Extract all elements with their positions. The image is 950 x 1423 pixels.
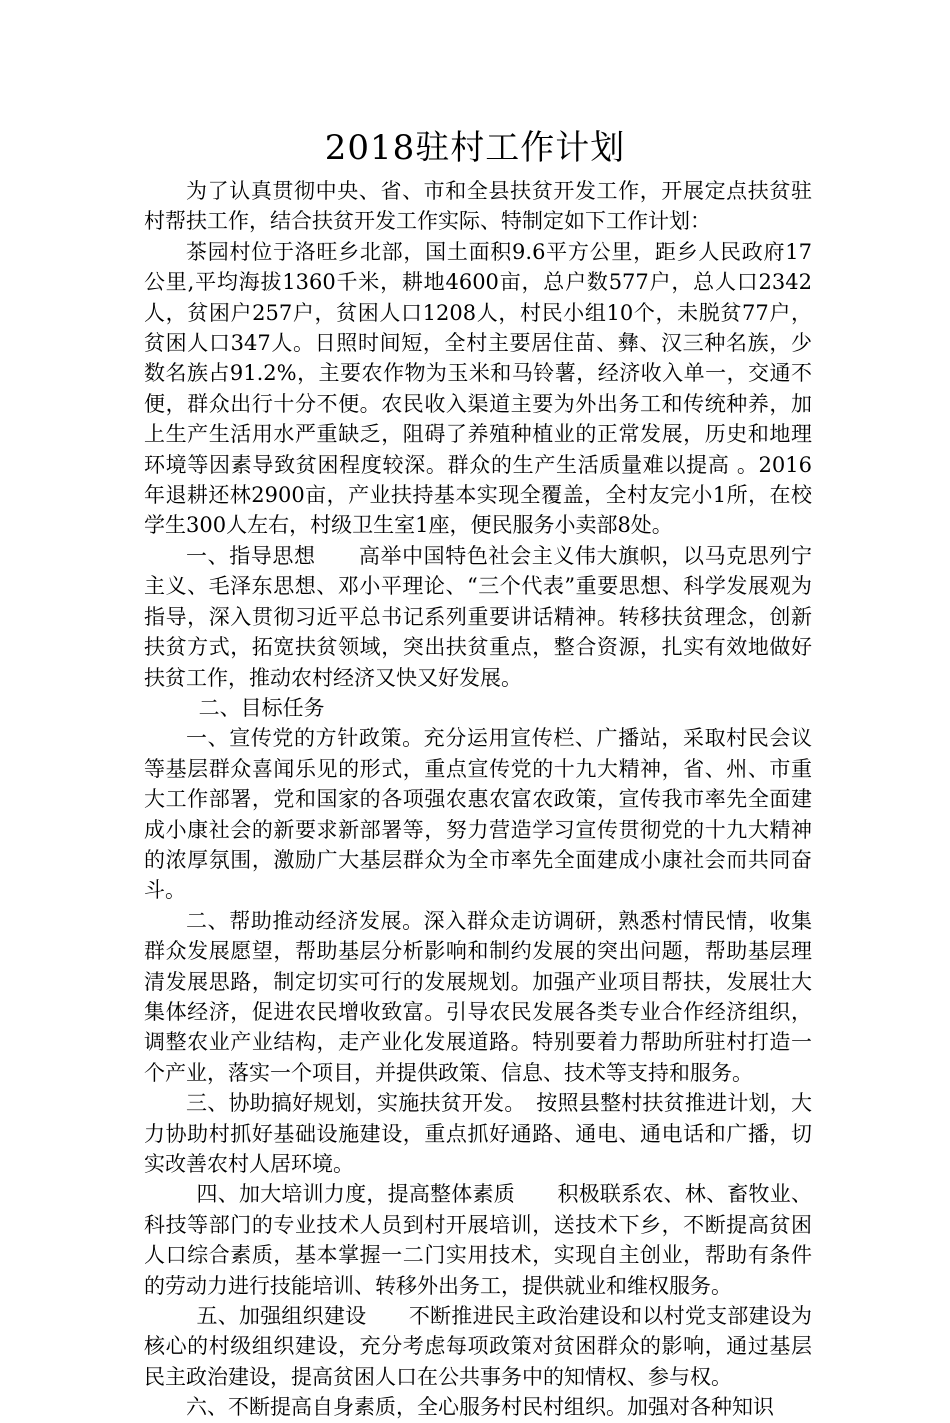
document-body: [144, 176, 812, 1423]
paragraph-goal-5: 五、加强组织建设 不断推进民主政治建设和以村党支部建设为核心的村级组织建设，充分考虑每项政策对贫困群众的影响，通过基层民主政治建设，提高贫困人口在公共事务中的知情权、参与权。: [144, 1304, 812, 1389]
paragraph-goal-4: 四、加大培训力度，提高整体素质 积极联系农、林、畜牧业、科技等部门的专业技术人员到村开展培训，送技术下乡，不断提高贫困人口综合素质，基本掌握一二门实用技术，实现自主创业，帮助有条件的劳动力进行技能培训、转移外出务工，提供就业和维权服务。: [144, 1182, 812, 1298]
paragraph-goal-3: 三、协助搞好规划，实施扶贫开发。 按照县整村扶贫推进计划，大力协助村抓好基础设施建设，重点抓好通路、通电、通电话和广播，切实改善农村人居环境。: [144, 1091, 812, 1176]
document-title: 2018驻村工作计划: [324, 128, 626, 168]
paragraph-intro: 为了认真贯彻中央、省、市和全县扶贫开发工作，开展定点扶贫驻村帮扶工作，结合扶贫开发工作实际、特制定如下工作计划：: [144, 179, 812, 234]
paragraph-goal-2: 二、帮助推动经济发展。深入群众走访调研，熟悉村情民情，收集群众发展愿望，帮助基层分析影响和制约发展的突出问题，帮助基层理清发展思路，制定切实可行的发展规划。加强产业项目帮扶，发展壮大集体经济，促进农民增收致富。引导农民发展各类专业合作经济组织，调整农业产业结构，走产业化发展道路。特别要着力帮助所驻村打造一个产业，落实一个项目，并提供政策、信息、技术等支持和服务。: [144, 908, 812, 1085]
paragraph-guiding-ideology: 一、指导思想 高举中国特色社会主义伟大旗帜，以马克思列宁主义、毛泽东思想、邓小平理论、“三个代表”重要思想、科学发展观为指导，深入贯彻习近平总书记系列重要讲话精神。转移扶贫理念，创新扶贫方式，拓宽扶贫领域，突出扶贫重点，整合资源，扎实有效地做好扶贫工作，推动农村经济又快又好发展。: [144, 543, 812, 690]
paragraph-goal-6: 六、不断提高自身素质，全心服务村民村组织。加强对各种知识: [186, 1395, 774, 1420]
paragraph-goal-1: 一、宣传党的方针政策。充分运用宣传栏、广播站，采取村民会议等基层群众喜闻乐见的形式，重点宣传党的十九大精神，省、州、市重大工作部署，党和国家的各项强农惠农富农政策，宣传我市率先全面建成小康社会的新要求新部署等，努力营造学习宣传贯彻党的十九大精神的浓厚氛围，激励广大基层群众为全市率先全面建成小康社会而共同奋斗。: [144, 726, 812, 903]
paragraph-village-overview: 茶园村位于洛旺乡北部，国土面积9.6平方公里，距乡人民政府17公里,平均海拔1360千米，耕地4600亩，总户数577户，总人口2342人，贫困户257户，贫困人口1208人，村民小组10个，未脱贫77户，贫困人口347人。日照时间短，全村主要居住苗、彝、汉三种名族，少数名族占91.2%，主要农作物为玉米和马铃薯，经济收入单一，交通不便，群众出行十分不便。农民收入渠道主要为外出务工和传统种养，加上生产生活用水严重缺乏，阻碍了养殖种植业的正常发展，历史和地理环境等因素导致贫困程度较深。群众的生产生活质量难以提高 。2016年退耕还林2900亩，产业扶持基本实现全覆盖，全村友完小1所，在校学生300人左右，村级卫生室1座，便民服务小卖部8处。: [144, 239, 812, 538]
section-heading-goals: 二、目标任务: [198, 695, 325, 720]
